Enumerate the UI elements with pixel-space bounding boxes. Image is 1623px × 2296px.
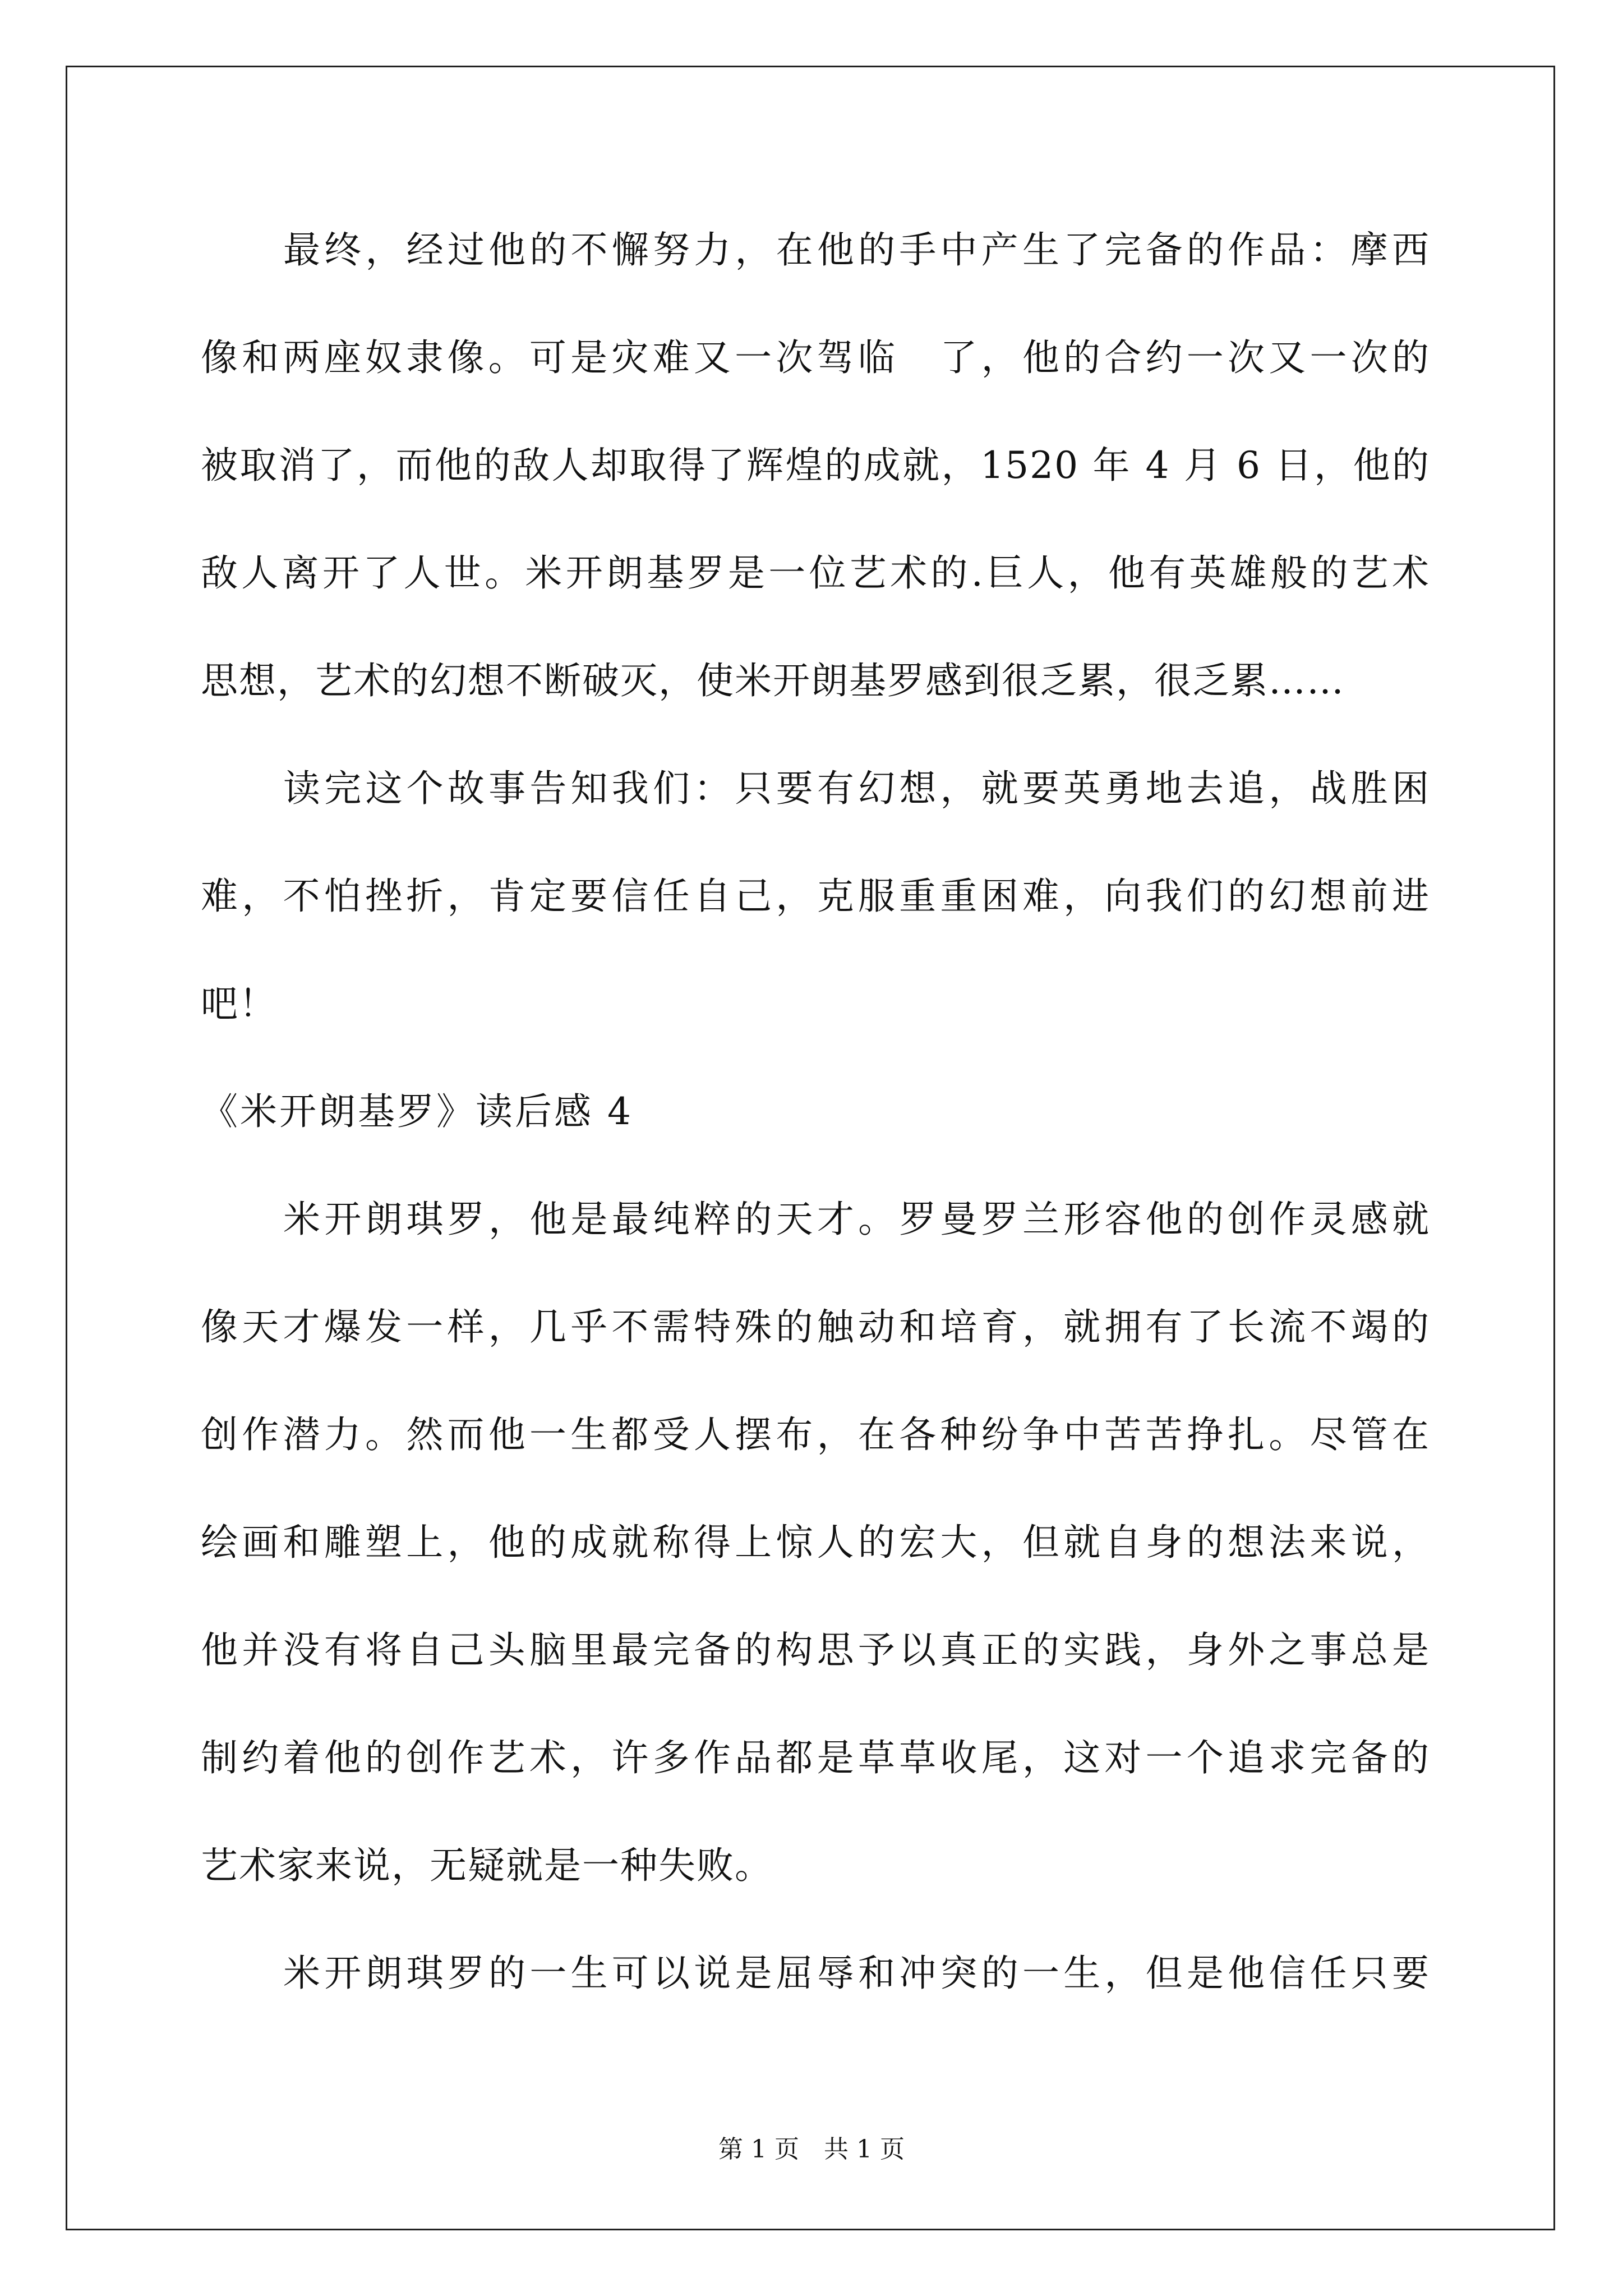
paragraph-line: 米开朗琪罗，他是最纯粹的天才。罗曼罗兰形容他的创作灵感就 — [283, 1198, 1430, 1241]
page-footer: 第 1 页 共 1 页 — [718, 2135, 905, 2164]
page-border — [66, 66, 1555, 2230]
paragraph-line: 他并没有将自己头脑里最完备的构思予以真正的实践，身外之事总是 — [201, 1628, 1430, 1672]
paragraph-line: 制约着他的创作艺术，许多作品都是草草收尾，这对一个追求完备的 — [201, 1736, 1430, 1779]
paragraph-line: 敌人离开了人世。米开朗基罗是一位艺术的.巨人，他有英雄般的艺术 — [201, 551, 1430, 595]
section-heading: 《米开朗基罗》读后感 4 — [201, 1090, 633, 1133]
paragraph-line: 吧！ — [201, 982, 277, 1025]
paragraph-line: 像天才爆发一样，几乎不需特殊的触动和培育，就拥有了长流不竭的 — [201, 1305, 1430, 1349]
paragraph-line: 难，不怕挫折，肯定要信任自己，克服重重困难，向我们的幻想前进 — [201, 875, 1430, 918]
paragraph-line: 绘画和雕塑上，他的成就称得上惊人的宏大，但就自身的想法来说， — [201, 1521, 1430, 1564]
paragraph-line: 最终，经过他的不懈努力，在他的手中产生了完备的作品：摩西 — [283, 228, 1430, 272]
paragraph-line: 思想，艺术的幻想不断破灭，使米开朗基罗感到很乏累，很乏累…… — [201, 659, 1345, 702]
paragraph-line: 艺术家来说，无疑就是一种失败。 — [201, 1844, 773, 1887]
paragraph-line: 像和两座奴隶像。可是灾难又一次驾临 了，他的合约一次又一次的 — [201, 336, 1430, 379]
paragraph-line: 米开朗琪罗的一生可以说是屈辱和冲突的一生，但是他信任只要 — [283, 1952, 1430, 1995]
paragraph-line: 读完这个故事告知我们：只要有幻想，就要英勇地去追，战胜困 — [283, 767, 1430, 810]
paragraph-line: 创作潜力。然而他一生都受人摆布，在各种纷争中苦苦挣扎。尽管在 — [201, 1413, 1430, 1456]
paragraph-line: 被取消了，而他的敌人却取得了辉煌的成就，1520 年 4 月 6 日，他的 — [201, 444, 1430, 487]
